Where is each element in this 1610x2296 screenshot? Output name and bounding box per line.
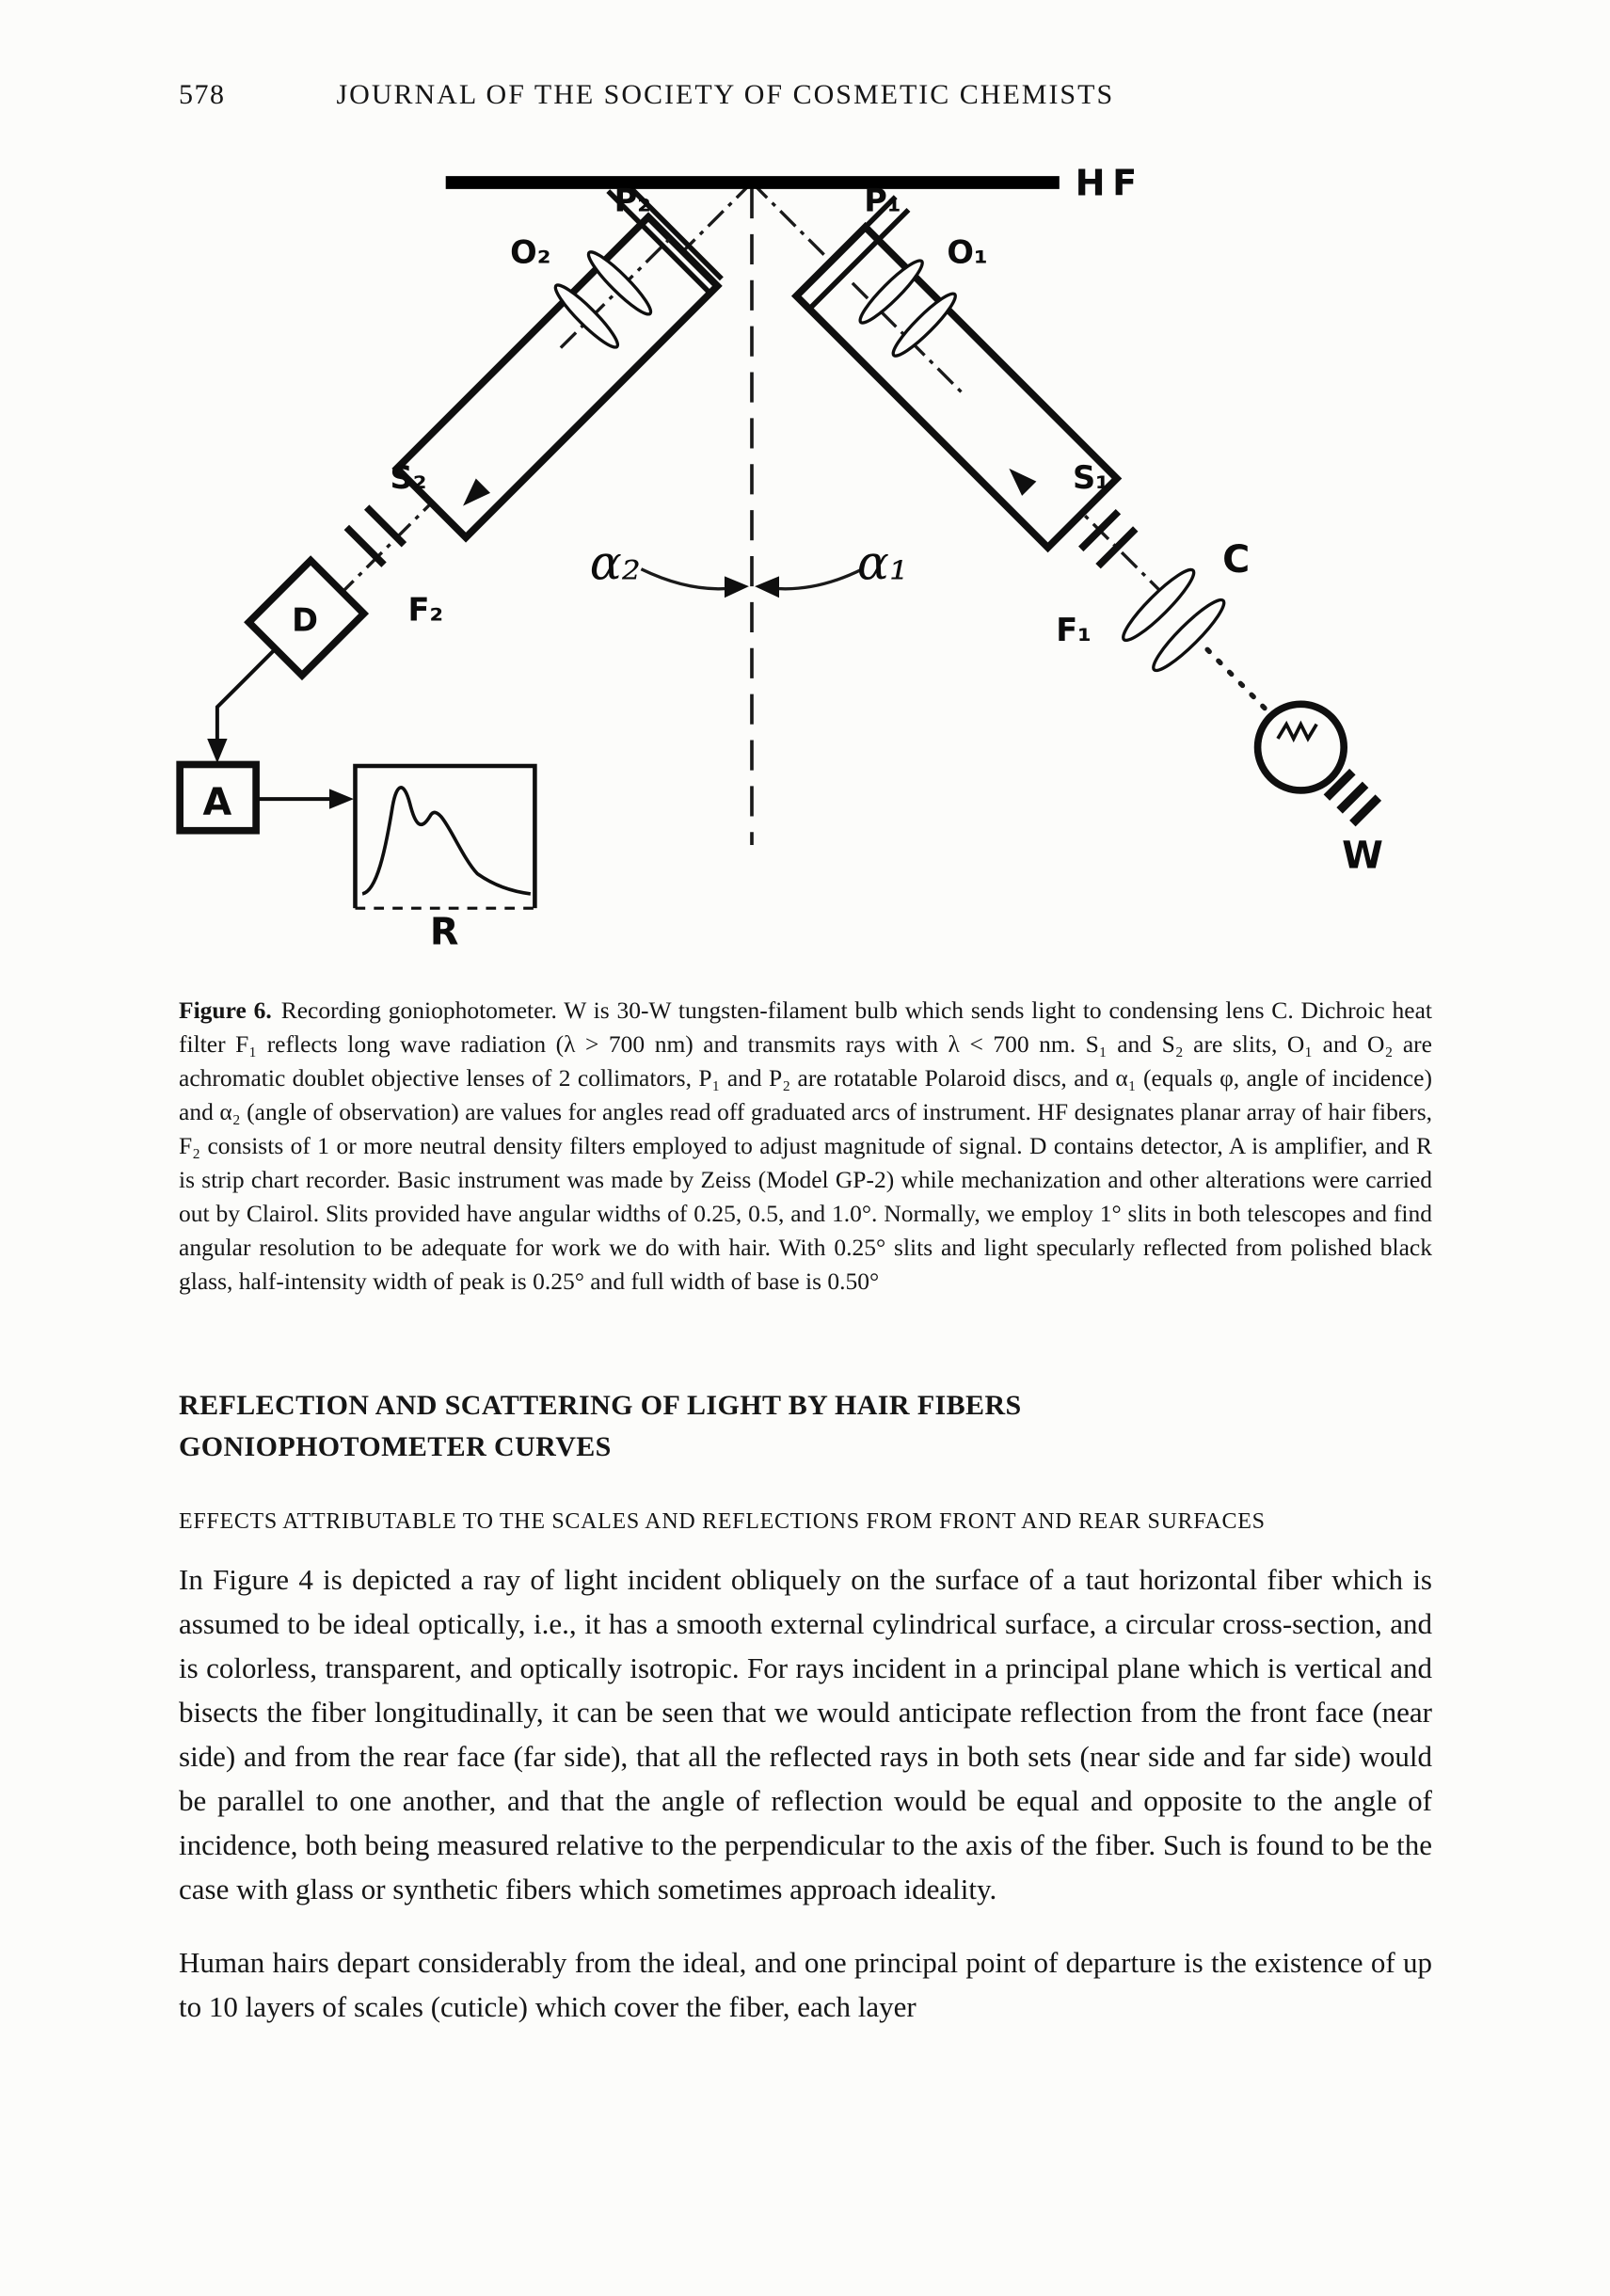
label-w: W — [1342, 834, 1383, 878]
recorder-trace — [362, 788, 531, 894]
tungsten-bulb — [1258, 704, 1379, 823]
label-s1: S₁ — [1072, 459, 1109, 497]
recorder-box — [355, 766, 534, 908]
label-alpha2: α₂ — [589, 534, 642, 591]
section-subheading: EFFECTS ATTRIBUTABLE TO THE SCALES AND REFLECTIONS FROM FRONT AND REAR SURFACES — [179, 1508, 1266, 1534]
label-alpha1: α₁ — [856, 534, 909, 591]
figure-caption — [179, 994, 1432, 1299]
filter-and-condensing-lens — [1117, 564, 1231, 678]
angle-of-observation-arc — [641, 569, 749, 598]
left-telescope-tube — [397, 217, 718, 538]
body-paragraph-1: In Figure 4 is depicted a ray of light incident obliquely on the surface of a taut horizontal fiber which is assumed to be ideal optically, i.e., it has a smooth external cylindrical surface, a circular cross-section, and is colorless, transparent, and optically isotropic. For rays incident in a principal plane which is vertical and bisects the fiber longitudinally, it can be seen that we would anticipate reflection from the front face (near side) and from the rear face (far side), that all the reflected rays in both sets (near side and far side) would be parallel to one another, and that the angle of reflection would be equal and opposite to the angle of incidence, both being measured relative to the perpendicular to the axis of the fiber. Such is found to be the case with glass or synthetic fibers which sometimes approach ideality. — [179, 1562, 1432, 1905]
label-f2: F₂ — [407, 591, 444, 629]
label-r: R — [429, 910, 459, 951]
goniophotometer-diagram — [0, 0, 1610, 951]
figure-caption-text: Recording goniophotometer. W is 30-W tungsten-filament bulb which sends light to condensing lens C. Dichroic heat filter F₁ reflects long wave radiation (λ > 700 nm) and transmits rays with λ < 700 nm. S₁ and S₂ are slits, O₁ and O₂ are achromatic doublet objective lenses of 2 collimators, P₁ and P₂ are rotatable Polaroid discs, and α₁ (equals φ, angle of incidence) and α₂ (angle of observation) are values for angles read off graduated arcs of instrument. HF designates planar array of hair fibers, F₂ consists of 1 or more neutral density filters employed to adjust magnitude of signal. D contains detector, A is amplifier, and R is strip chart recorder. Basic instrument was made by Zeiss (Model GP-2) while mechanization and other alterations were carried out by Clairol. Slits provided have angular widths of 0.25, 0.5, and 1.0°. Normally, we employ 1° slits in both telescopes and find angular resolution to be adequate for work we do with hair. With 0.25° slits and light specularly reflected from polished black glass, half-intensity width of peak is 0.25° and full width of base is 0.50° — [179, 996, 1432, 1295]
label-c: C — [1222, 537, 1251, 582]
detector-to-amplifier-line — [207, 649, 275, 763]
label-f1: F₁ — [1056, 612, 1092, 649]
journal-title: JOURNAL OF THE SOCIETY OF COSMETIC CHEMISTS — [336, 79, 1115, 110]
label-hf: HF — [1075, 163, 1144, 205]
section-heading-line2: GONIOPHOTOMETER CURVES — [179, 1430, 612, 1462]
section-heading — [179, 1385, 1432, 1468]
label-o2: O₂ — [510, 233, 551, 271]
page-content — [179, 969, 1432, 2058]
label-p2: P₂ — [614, 182, 651, 219]
label-s2: S₂ — [390, 459, 427, 497]
angle-of-incidence-arc — [755, 569, 863, 598]
amplifier-to-recorder-line — [256, 789, 354, 808]
label-d: D — [292, 601, 318, 639]
label-a: A — [202, 780, 232, 824]
label-o1: O₁ — [947, 233, 988, 271]
page-number: 578 — [179, 79, 226, 110]
label-p1: P₁ — [864, 182, 901, 219]
body-paragraph-2: Human hairs depart considerably from the ideal, and one principal point of departure is the existence of up to 10 layers of scales (cuticle) which cover the fiber, each layer — [179, 1945, 1432, 2023]
figure-caption-label: Figure 6. — [179, 996, 272, 1024]
slit-s2 — [346, 507, 404, 565]
section-heading-line1: REFLECTION AND SCATTERING OF LIGHT BY HAIR FIBERS — [179, 1389, 1022, 1421]
